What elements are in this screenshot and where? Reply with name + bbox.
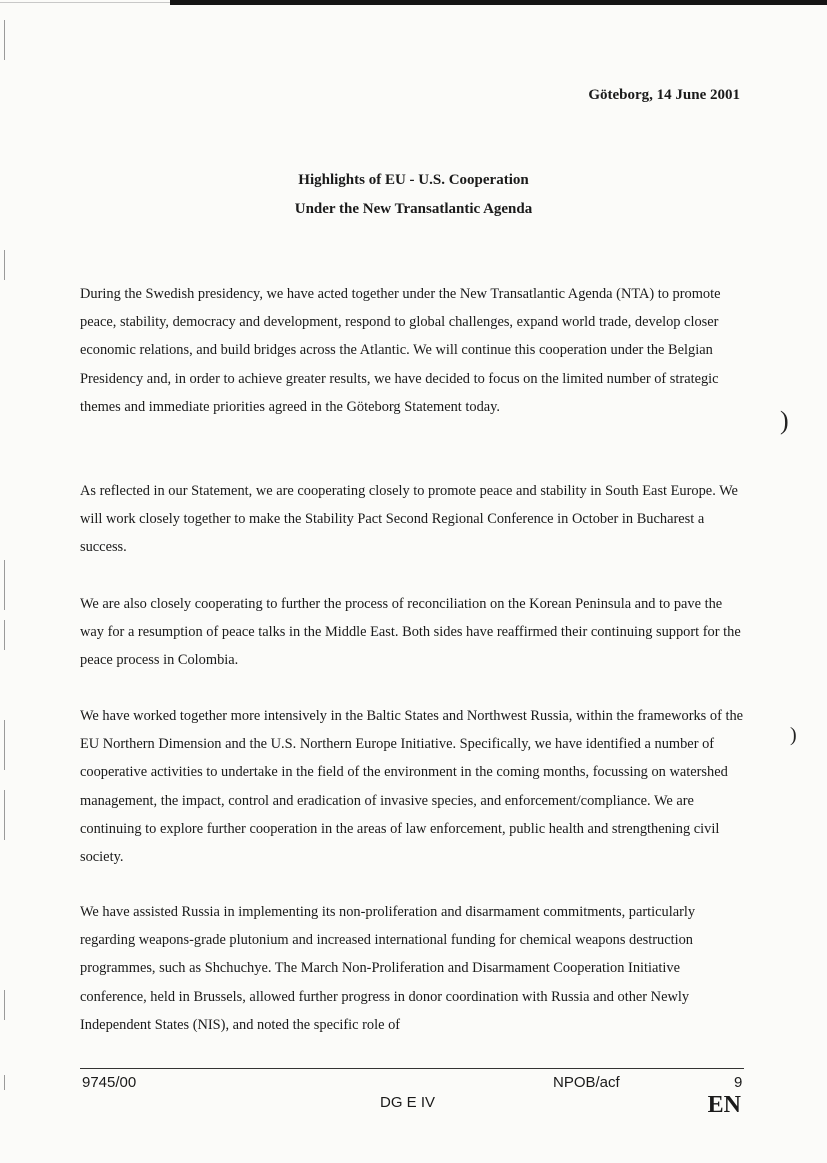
footer-divider (80, 1068, 744, 1069)
paragraph-baltic-russia: We have worked together more intensively in the Baltic States and Northwest Russia, within the frameworks of the EU Northern Dimension and the U.S. Northern Europe Initiative. Specifically, we have identified a number of cooperative activities to undertake in the field of the environment in the coming months, focussing on watershed management, the impact, control and eradication of invasive species, and enforcement/compliance. We are continuing to explore further cooperation in the areas of law enforcement, public health and strengthening civil society. (80, 708, 744, 866)
scan-artifact-mark: ) (780, 406, 789, 435)
scan-top-edge (170, 0, 827, 5)
scan-artifact-mark: ) (790, 724, 797, 746)
place-date: Göteborg, 14 June 2001 (588, 87, 740, 103)
document-subtitle: Under the New Transatlantic Agenda (294, 201, 533, 217)
scan-margin-mark (4, 790, 5, 840)
footer-doc-number: 9745/00 (82, 1074, 137, 1091)
footer-language: EN (707, 1092, 741, 1118)
scan-edge-faint (0, 2, 170, 3)
scan-margin-mark (4, 1075, 5, 1090)
scan-margin-mark (4, 620, 5, 650)
scan-margin-mark (4, 560, 5, 610)
paragraph-non-proliferation: We have assisted Russia in implementing its non-proliferation and disarmament commitments, particularly regarding weapons-grade plutonium and increased international funding for chemical weapons destruction programmes, such as Shchuchye. The March Non-Proliferation and Disarmament Cooperation Initiative conference, held in Brussels, allowed further progress in donor coordination with Russia and other Newly Independent States (NIS), and noted the specific role of (80, 904, 696, 1033)
scan-margin-mark (4, 20, 5, 60)
paragraph-nta-overview: During the Swedish presidency, we have acted together under the New Transatlantic Agenda (NTA) to promote peace, stability, democracy and development, respond to global challenges, expand world trade, develop closer economic relations, and build bridges across the Atlantic. We will continue this cooperation under the Belgian Presidency and, in order to achieve greater results, we have decided to focus on the limited number of strategic themes and immediate priorities agreed in the Göteborg Statement today. (80, 286, 721, 415)
footer-directorate: DG E IV (380, 1094, 436, 1111)
footer-reference: NPOB/acf (553, 1074, 620, 1091)
scan-margin-mark (4, 990, 5, 1020)
footer-page-number: 9 (734, 1074, 743, 1091)
paragraph-south-east-europe: As reflected in our Statement, we are cooperating closely to promote peace and stability in South East Europe. We will work closely together to make the Stability Pact Second Regional Conference in October in Bucharest a success. (80, 483, 738, 556)
document-title: Highlights of EU - U.S. Cooperation (298, 172, 529, 188)
paragraph-korea-middle-east: We are also closely cooperating to further the process of reconciliation on the Korean Peninsula and to pave the way for a resumption of peace talks in the Middle East. Both sides have reaffirmed their continuing support for the peace process in Colombia. (80, 596, 741, 669)
scan-margin-mark (4, 720, 5, 770)
scan-margin-mark (4, 250, 5, 280)
